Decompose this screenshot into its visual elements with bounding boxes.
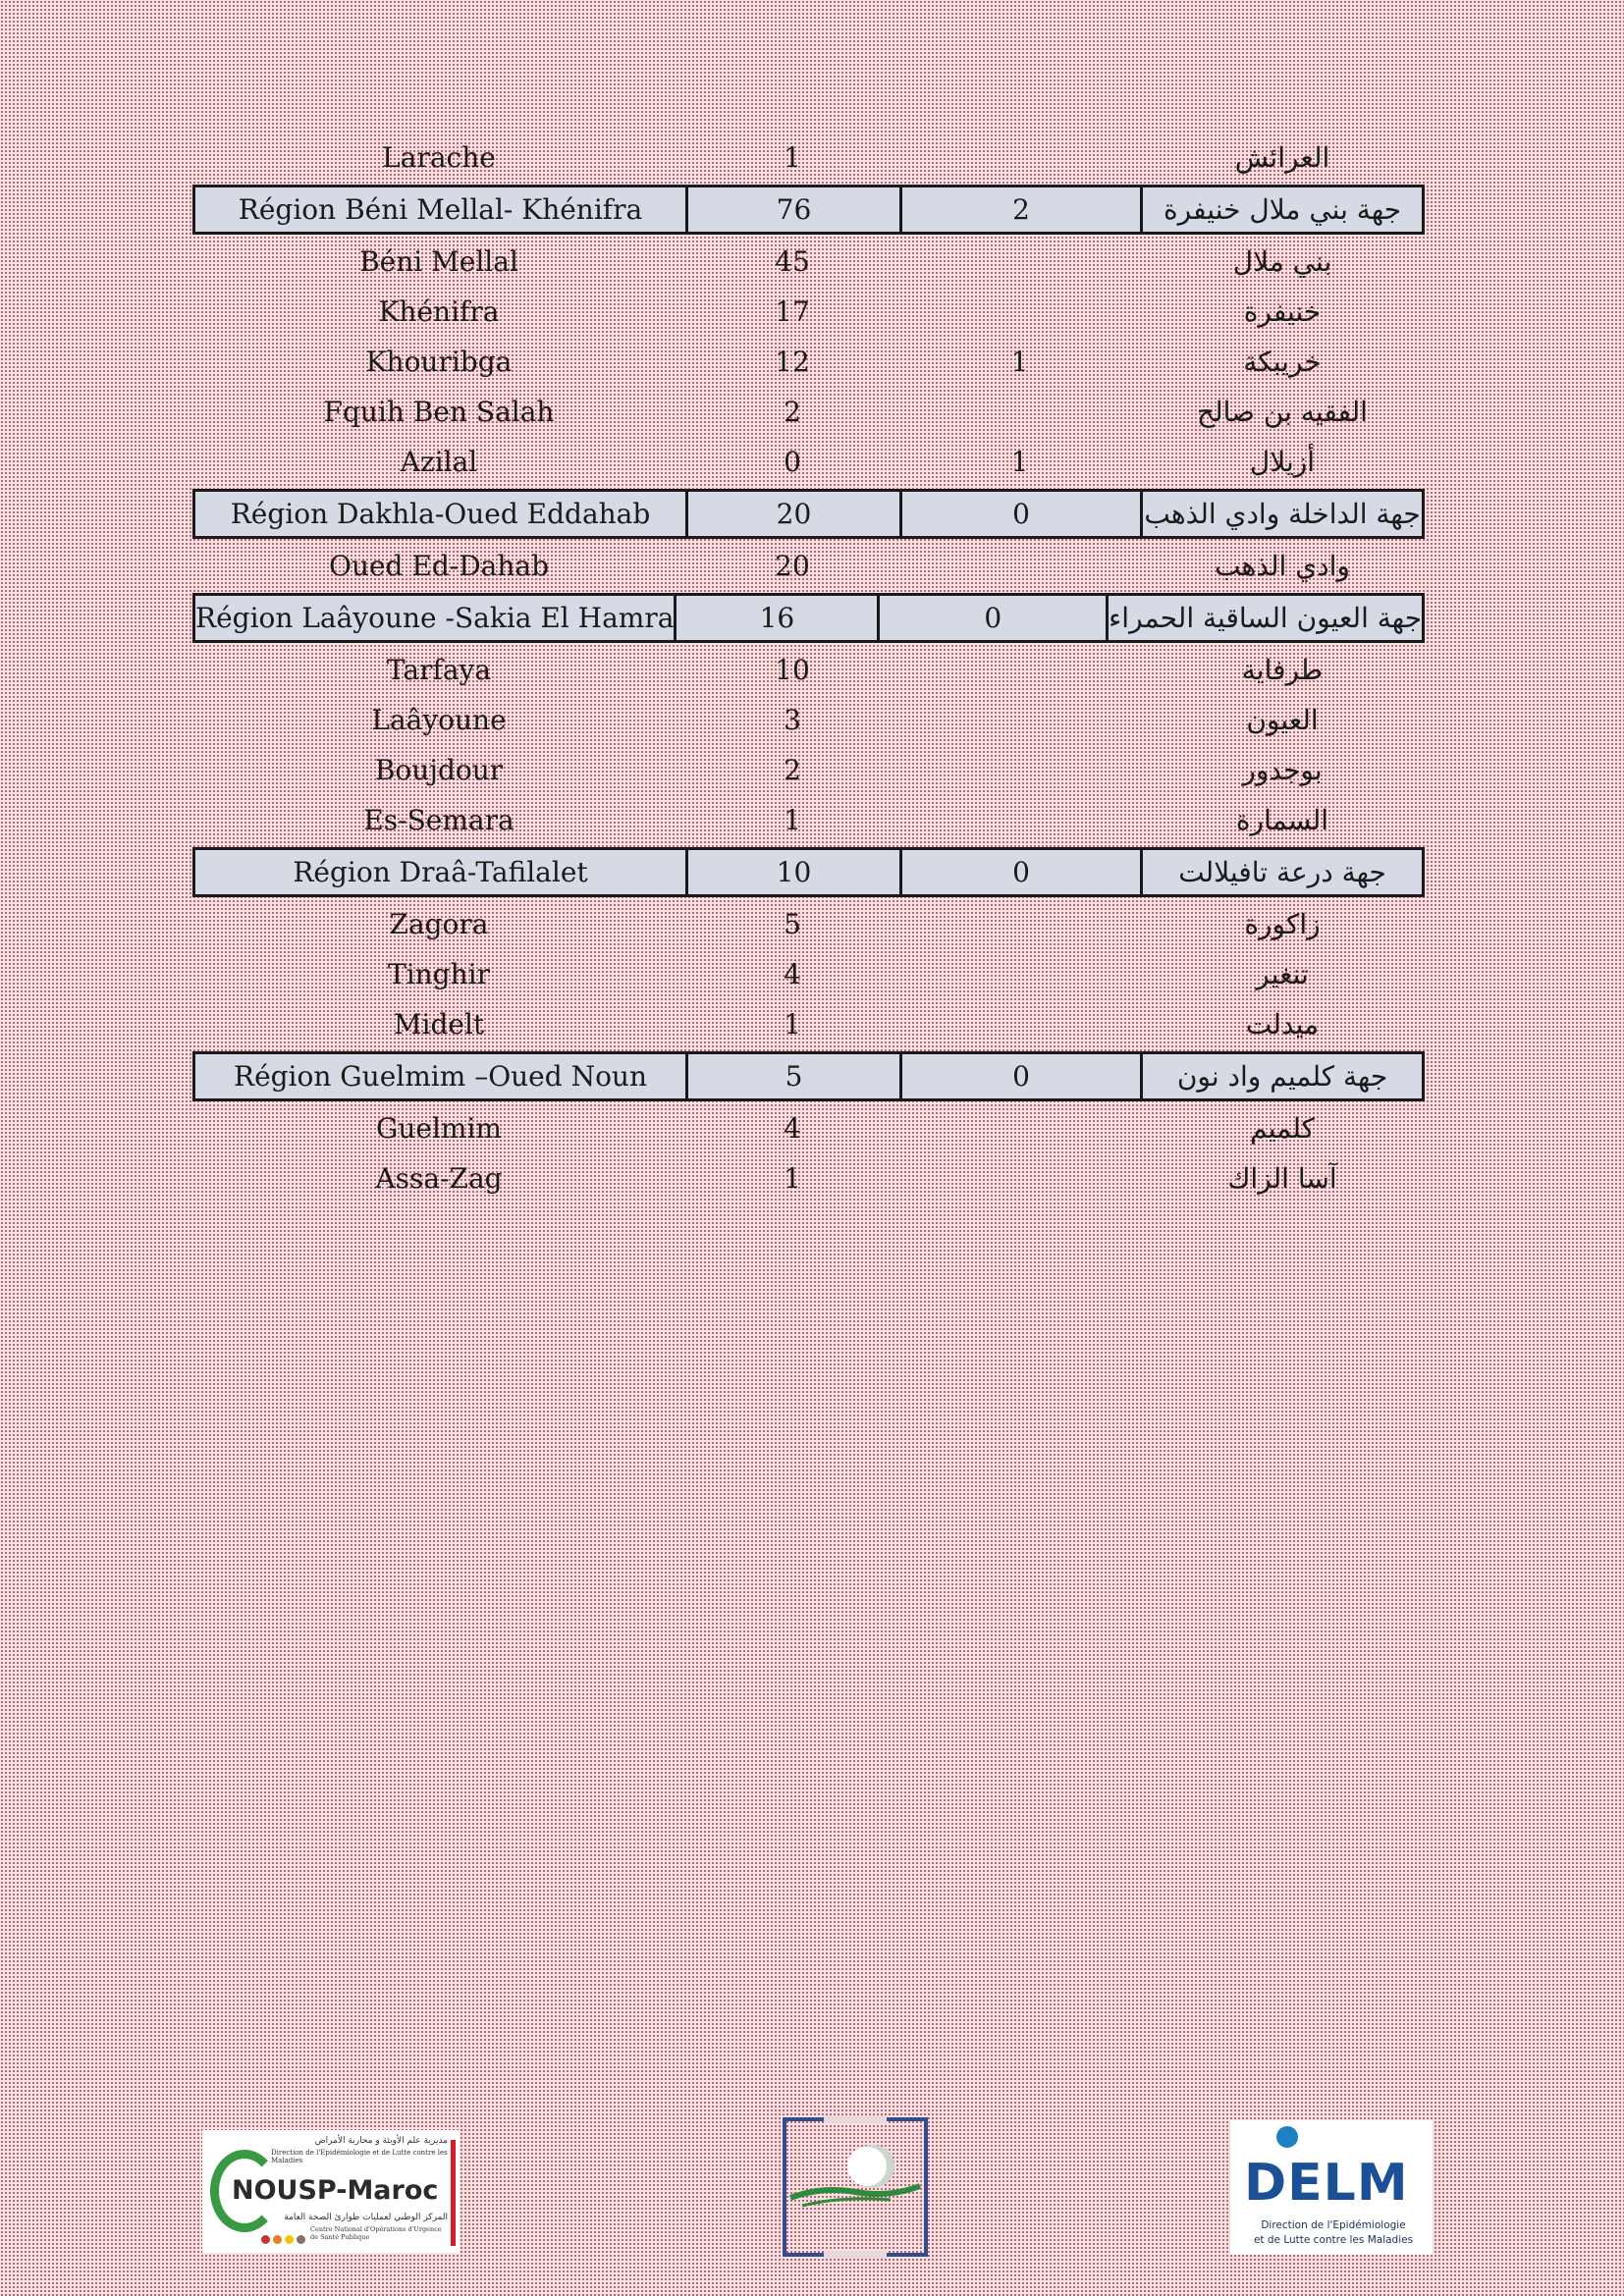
logo-brand: NOUSP-Maroc [232, 2175, 439, 2206]
district-row [192, 745, 1425, 795]
name-fr: Es-Semara [363, 804, 514, 836]
name-ar: العيون [1246, 704, 1319, 736]
name-fr: Tarfaya [386, 654, 492, 686]
name-fr: Khénifra [378, 295, 500, 328]
total-value: 4 [784, 958, 801, 990]
name-ar: جهة الداخلة وادي الذهب [1144, 498, 1421, 530]
total-value: 4 [784, 1112, 801, 1145]
name-ar: السمارة [1235, 804, 1329, 836]
red-bar-icon [451, 2140, 456, 2246]
name-fr: Région Béni Mellal- Khénifra [195, 187, 688, 232]
total-value: 3 [784, 704, 801, 736]
name-fr: Larache [382, 141, 496, 174]
name-ar: جهة بني ملال خنيفرة [1163, 193, 1402, 226]
total-value: 2 [784, 396, 801, 428]
person-dot-icon [1276, 2126, 1298, 2148]
name-ar: آسا الزاك [1227, 1162, 1337, 1195]
region-row [192, 185, 1425, 235]
district-row [192, 949, 1425, 999]
region-row [192, 1051, 1425, 1101]
district-row [192, 795, 1425, 845]
delm-subtitle-1: Direction de l'Epidémiologie [1261, 2219, 1406, 2231]
name-ar: كلميم [1250, 1112, 1315, 1145]
district-row [192, 437, 1425, 487]
name-fr: Zagora [389, 908, 489, 940]
name-ar: تنغير [1256, 958, 1309, 990]
name-fr: Fquih Ben Salah [323, 396, 555, 428]
name-ar: الفقيه بن صالح [1197, 396, 1368, 428]
total-value: 20 [688, 492, 902, 536]
total-value: 12 [775, 346, 810, 378]
name-ar: خنيفرة [1243, 295, 1322, 328]
total-value: 2 [784, 754, 801, 786]
name-fr: Guelmim [376, 1112, 502, 1145]
total-value: 1 [784, 1162, 801, 1195]
count-value: 0 [902, 1054, 1143, 1098]
total-value: 10 [688, 850, 902, 894]
district-row [192, 999, 1425, 1049]
name-ar: طرفاية [1241, 654, 1324, 686]
total-value: 17 [775, 295, 810, 328]
name-fr: Laâyoune [371, 704, 507, 736]
ministry-emblem-logo [783, 2117, 928, 2257]
logo-ar-bottom: المركز الوطني لعمليات طوارئ الصحة العامة [284, 2213, 448, 2222]
name-ar: زاكورة [1244, 908, 1321, 940]
name-fr: Région Guelmim –Oued Noun [195, 1054, 688, 1098]
name-ar: أزيلال [1249, 446, 1316, 478]
total-value: 10 [775, 654, 810, 686]
name-ar: بوجدور [1242, 754, 1323, 786]
name-fr: Béni Mellal [359, 245, 518, 278]
total-value: 5 [688, 1054, 902, 1098]
district-row [192, 287, 1425, 337]
total-value: 20 [775, 550, 810, 582]
crescent-wave-icon [783, 2117, 928, 2257]
name-fr: Boujdour [374, 754, 504, 786]
total-value: 45 [775, 245, 810, 278]
name-fr: Assa-Zag [375, 1162, 503, 1195]
name-ar: جهة درعة تافيلالت [1178, 856, 1386, 888]
name-ar: ميدلت [1245, 1008, 1320, 1041]
district-row [192, 645, 1425, 695]
delm-logo [1230, 2120, 1433, 2255]
total-value: 1 [784, 1008, 801, 1041]
name-ar: خريبكة [1243, 346, 1322, 378]
name-fr: Tinghir [388, 958, 490, 990]
name-ar: جهة كلميم واد نون [1176, 1060, 1388, 1093]
name-fr: Oued Ed-Dahab [329, 550, 549, 582]
name-ar: العرائش [1234, 141, 1330, 174]
district-row [192, 541, 1425, 591]
district-row [192, 1153, 1425, 1203]
count-value: 2 [902, 187, 1143, 232]
district-row [192, 387, 1425, 437]
district-row [192, 695, 1425, 745]
count-value: 1 [1010, 446, 1029, 478]
name-ar: جهة العيون الساقية الحمراء [1109, 602, 1422, 634]
district-row [192, 133, 1425, 183]
total-value: 16 [677, 596, 880, 640]
district-row [192, 237, 1425, 287]
delm-wordmark: DELM [1244, 2154, 1409, 2213]
total-value: 76 [688, 187, 902, 232]
name-ar: بني ملال [1232, 245, 1332, 278]
total-value: 5 [784, 908, 801, 940]
region-row [192, 593, 1425, 643]
name-fr: Midelt [393, 1008, 485, 1041]
district-row [192, 899, 1425, 949]
statistics-table [192, 133, 1425, 1203]
name-fr: Khouribga [365, 346, 513, 378]
name-fr: Région Dakhla-Oued Eddahab [195, 492, 688, 536]
logo-fr-bottom: Centre National d'Opérations d'Urgence de Santé Publique [310, 2225, 442, 2241]
total-value: 0 [784, 446, 801, 478]
colored-dots-icon [261, 2229, 308, 2248]
count-value: 0 [902, 850, 1143, 894]
nousp-maroc-logo [202, 2130, 460, 2253]
count-value: 1 [1010, 346, 1029, 378]
name-fr: Région Draâ-Tafilalet [195, 850, 688, 894]
name-ar: وادي الذهب [1215, 550, 1350, 582]
count-value: 0 [902, 492, 1143, 536]
logo-ar-top: مديرية علم الأوبئة و محاربة الأمراض [314, 2136, 448, 2146]
logo-fr-top: Direction de l'Epidémiologie et de Lutte contre les Maladies [271, 2149, 448, 2164]
name-fr: Région Laâyoune -Sakia El Hamra [195, 596, 677, 640]
count-value: 0 [880, 596, 1109, 640]
total-value: 1 [784, 141, 801, 174]
district-row [192, 337, 1425, 387]
region-row [192, 847, 1425, 897]
region-row [192, 489, 1425, 539]
delm-subtitle-2: et de Lutte contre les Maladies [1253, 2234, 1414, 2246]
district-row [192, 1103, 1425, 1153]
total-value: 1 [784, 804, 801, 836]
name-fr: Azilal [400, 446, 478, 478]
